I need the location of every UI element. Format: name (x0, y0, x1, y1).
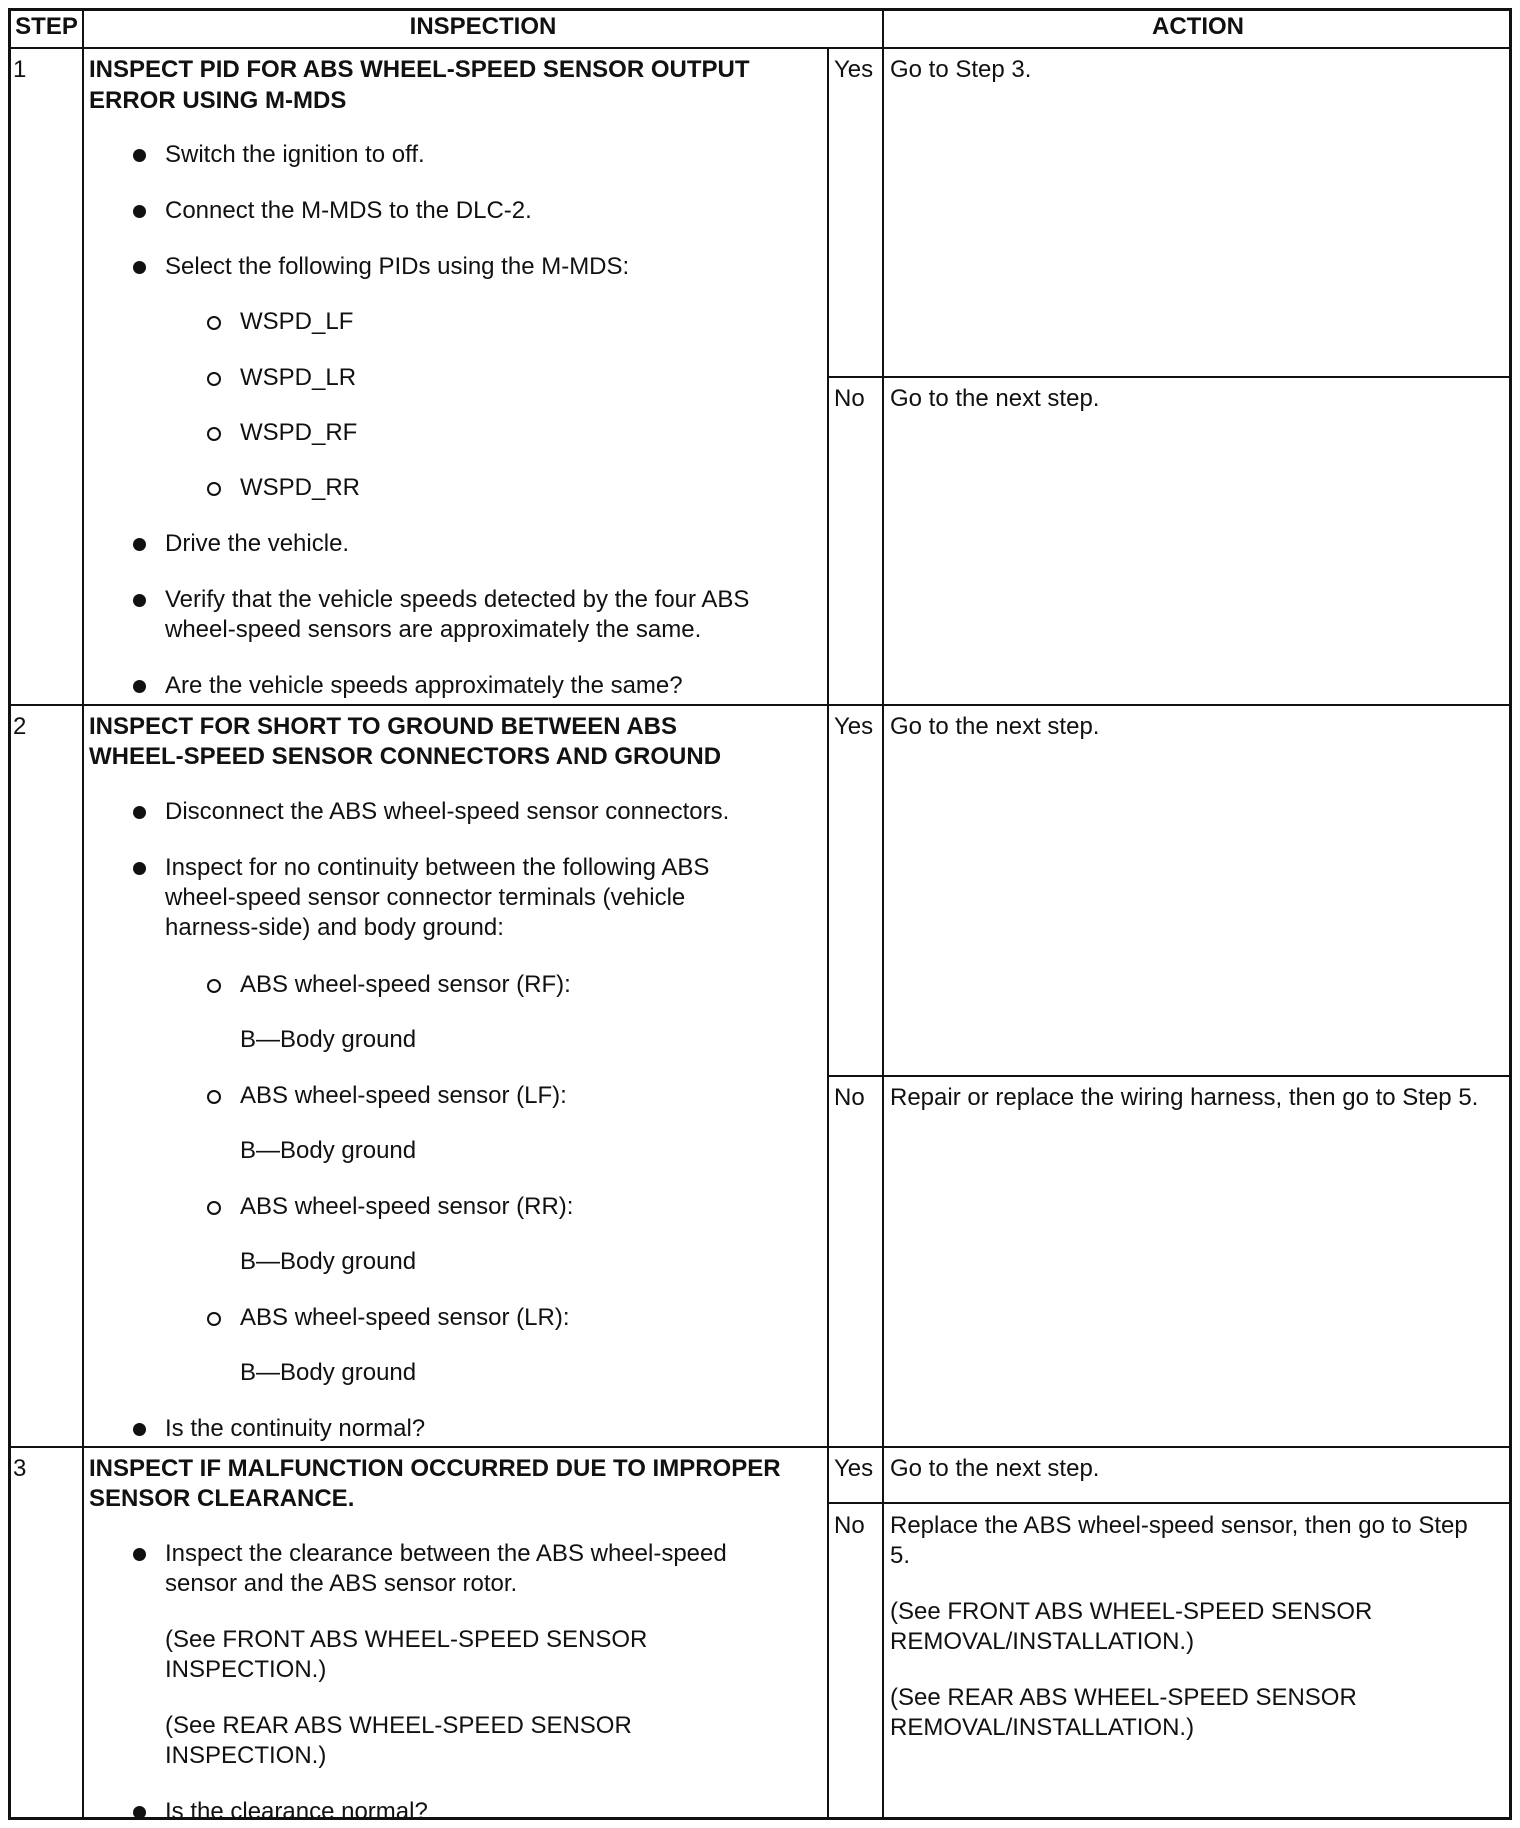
bullet-text: Connect the M-MDS to the DLC-2. (165, 197, 532, 224)
step-title: WHEEL-SPEED SENSOR CONNECTORS AND GROUND (89, 743, 722, 770)
ground-item: B—Body ground (240, 1359, 417, 1386)
row-divider (8, 704, 1512, 706)
bullet-text: Switch the ignition to off. (165, 141, 425, 168)
step-title: SENSOR CLEARANCE. (89, 1485, 355, 1512)
step-number: 1 (13, 56, 27, 83)
header-action: ACTION (1152, 13, 1244, 40)
no-action: 5. (890, 1542, 911, 1569)
step-title: ERROR USING M-MDS (89, 87, 347, 114)
sub-item: WSPD_RF (240, 419, 358, 446)
sub-item: ABS wheel-speed sensor (LF): (240, 1082, 567, 1109)
header-step: STEP (15, 13, 78, 40)
column-divider (882, 8, 884, 1820)
yes-label: Yes (834, 713, 874, 740)
bullet-icon (133, 205, 146, 218)
bullet-text: Disconnect the ABS wheel-speed sensor connectors. (165, 798, 730, 825)
no-action: Repair or replace the wiring harness, then go to Step 5. (890, 1084, 1479, 1111)
no-action: REMOVAL/INSTALLATION.) (890, 1628, 1195, 1655)
yes-label: Yes (834, 56, 874, 83)
row-divider (827, 376, 1512, 378)
sub-item: ABS wheel-speed sensor (LR): (240, 1304, 570, 1331)
reference-text: INSPECTION.) (165, 1742, 327, 1769)
bullet-text: wheel-speed sensors are approximately the same. (165, 616, 702, 643)
reference-text: (See REAR ABS WHEEL-SPEED SENSOR (165, 1712, 632, 1739)
bullet-text: Verify that the vehicle speeds detected by the four ABS (165, 586, 750, 613)
bullet-text: Select the following PIDs using the M-MDS: (165, 253, 630, 280)
sub-bullet-icon (207, 372, 221, 386)
bullet-text: Is the continuity normal? (165, 1415, 426, 1442)
sub-bullet-icon (207, 979, 221, 993)
bullet-icon (133, 149, 146, 162)
bullet-text: Inspect the clearance between the ABS wheel-speed (165, 1540, 727, 1567)
reference-text: INSPECTION.) (165, 1656, 327, 1683)
no-label: No (834, 1512, 865, 1539)
column-divider (827, 48, 829, 1820)
row-divider (8, 1446, 1512, 1448)
yes-label: Yes (834, 1455, 874, 1482)
sub-item: WSPD_LF (240, 308, 354, 335)
step-title: INSPECT FOR SHORT TO GROUND BETWEEN ABS (89, 713, 678, 740)
sub-bullet-icon (207, 1090, 221, 1104)
sub-item: ABS wheel-speed sensor (RF): (240, 971, 571, 998)
no-action: (See FRONT ABS WHEEL-SPEED SENSOR (890, 1598, 1373, 1625)
bullet-text: Inspect for no continuity between the following ABS (165, 854, 710, 881)
no-label: No (834, 1084, 865, 1111)
bullet-text: sensor and the ABS sensor rotor. (165, 1570, 518, 1597)
step-title: INSPECT IF MALFUNCTION OCCURRED DUE TO IMPROPER (89, 1455, 781, 1482)
yes-action: Go to the next step. (890, 1455, 1100, 1482)
bullet-icon (133, 594, 146, 607)
row-divider (8, 47, 1512, 49)
no-action: Replace the ABS wheel-speed sensor, then go to Step (890, 1512, 1468, 1539)
ground-item: B—Body ground (240, 1248, 417, 1275)
bullet-icon (133, 862, 146, 875)
yes-action: Go to the next step. (890, 713, 1100, 740)
ground-item: B—Body ground (240, 1137, 417, 1164)
bullet-text: Drive the vehicle. (165, 530, 350, 557)
bullet-icon (133, 1423, 146, 1436)
bullet-icon (133, 538, 146, 551)
row-divider (827, 1502, 1512, 1504)
sub-bullet-icon (207, 482, 221, 496)
sub-item: WSPD_RR (240, 474, 361, 501)
bullet-icon (133, 261, 146, 274)
sub-bullet-icon (207, 316, 221, 330)
bullet-icon (133, 806, 146, 819)
step-title: INSPECT PID FOR ABS WHEEL-SPEED SENSOR OUTPUT (89, 56, 750, 83)
sub-bullet-icon (207, 1201, 221, 1215)
bullet-icon (133, 680, 146, 693)
ground-item: B—Body ground (240, 1026, 417, 1053)
step-number: 3 (13, 1455, 27, 1482)
sub-item: ABS wheel-speed sensor (RR): (240, 1193, 574, 1220)
header-inspection: INSPECTION (409, 13, 557, 40)
no-label: No (834, 385, 865, 412)
bullet-text: Are the vehicle speeds approximately the same? (165, 672, 683, 699)
bullet-text: wheel-speed sensor connector terminals (vehicle (165, 884, 686, 911)
column-divider (82, 8, 84, 1820)
no-action: REMOVAL/INSTALLATION.) (890, 1714, 1195, 1741)
step-number: 2 (13, 713, 27, 740)
bullet-icon (133, 1806, 146, 1819)
row-divider (827, 1075, 1512, 1077)
sub-bullet-icon (207, 1312, 221, 1326)
sub-bullet-icon (207, 427, 221, 441)
no-action: (See REAR ABS WHEEL-SPEED SENSOR (890, 1684, 1357, 1711)
no-action: Go to the next step. (890, 385, 1100, 412)
yes-action: Go to Step 3. (890, 56, 1032, 83)
bullet-text: harness-side) and body ground: (165, 914, 504, 941)
reference-text: (See FRONT ABS WHEEL-SPEED SENSOR (165, 1626, 648, 1653)
bullet-text: Is the clearance normal? (165, 1798, 428, 1825)
bullet-icon (133, 1548, 146, 1561)
sub-item: WSPD_LR (240, 364, 357, 391)
